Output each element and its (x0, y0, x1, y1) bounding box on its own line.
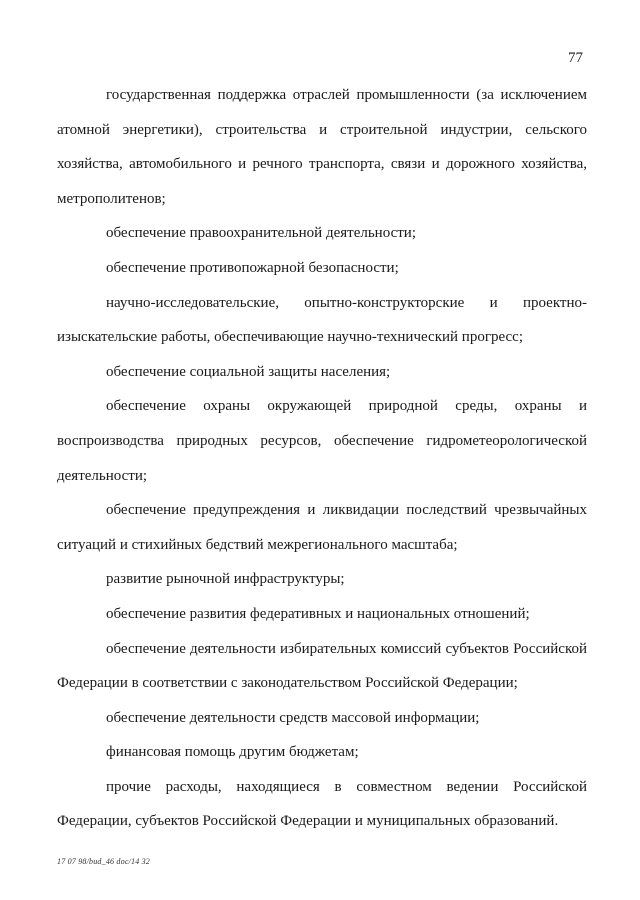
paragraph-federative-relations: обеспечение развития федеративных и национальных отношений; (106, 605, 530, 622)
document-body (57, 78, 587, 839)
paragraph-research-works: научно-исследовательские, опытно-конструкторские и проектно-изыскательские работы, обеспечивающие научно-технический прогресс; (57, 294, 587, 346)
paragraph-market-infrastructure: развитие рыночной инфраструктуры; (106, 571, 345, 588)
paragraph-mass-media: обеспечение деятельности средств массовой информации; (106, 709, 480, 726)
paragraph-election-commissions: обеспечение деятельности избирательных комиссий субъектов Российской Федерации в соответствии с законодательством Российской Федерации; (57, 640, 587, 692)
paragraph-social-protection: обеспечение социальной защиты населения; (106, 363, 391, 380)
page-number: 77 (568, 50, 583, 66)
paragraph-environment: обеспечение охраны окружающей природной среды, охраны и воспроизводства природных ресурсов, обеспечение гидрометеорологической деятельности; (57, 398, 587, 484)
paragraph-financial-aid: финансовая помощь другим бюджетам; (106, 744, 359, 761)
paragraph-law-enforcement: обеспечение правоохранительной деятельности; (106, 225, 416, 242)
paragraph-industry-support: государственная поддержка отраслей промышленности (за исключением атомной энергетики), строительства и строительной индустрии, сельского хозяйства, автомобильного и речного транспорта, связи и дорожного хозяйства, метрополитенов; (57, 87, 587, 207)
paragraph-other-expenses: прочие расходы, находящиеся в совместном ведении Российской Федерации, субъектов Российской Федерации и муниципальных образований. (57, 778, 587, 830)
paragraph-emergencies: обеспечение предупреждения и ликвидации последствий чрезвычайных ситуаций и стихийных бедствий межрегионального масштаба; (57, 502, 587, 553)
footer-file-reference: 17 07 98/bud_46 doc/14 32 (57, 857, 150, 866)
paragraph-fire-safety: обеспечение противопожарной безопасности; (106, 259, 399, 276)
